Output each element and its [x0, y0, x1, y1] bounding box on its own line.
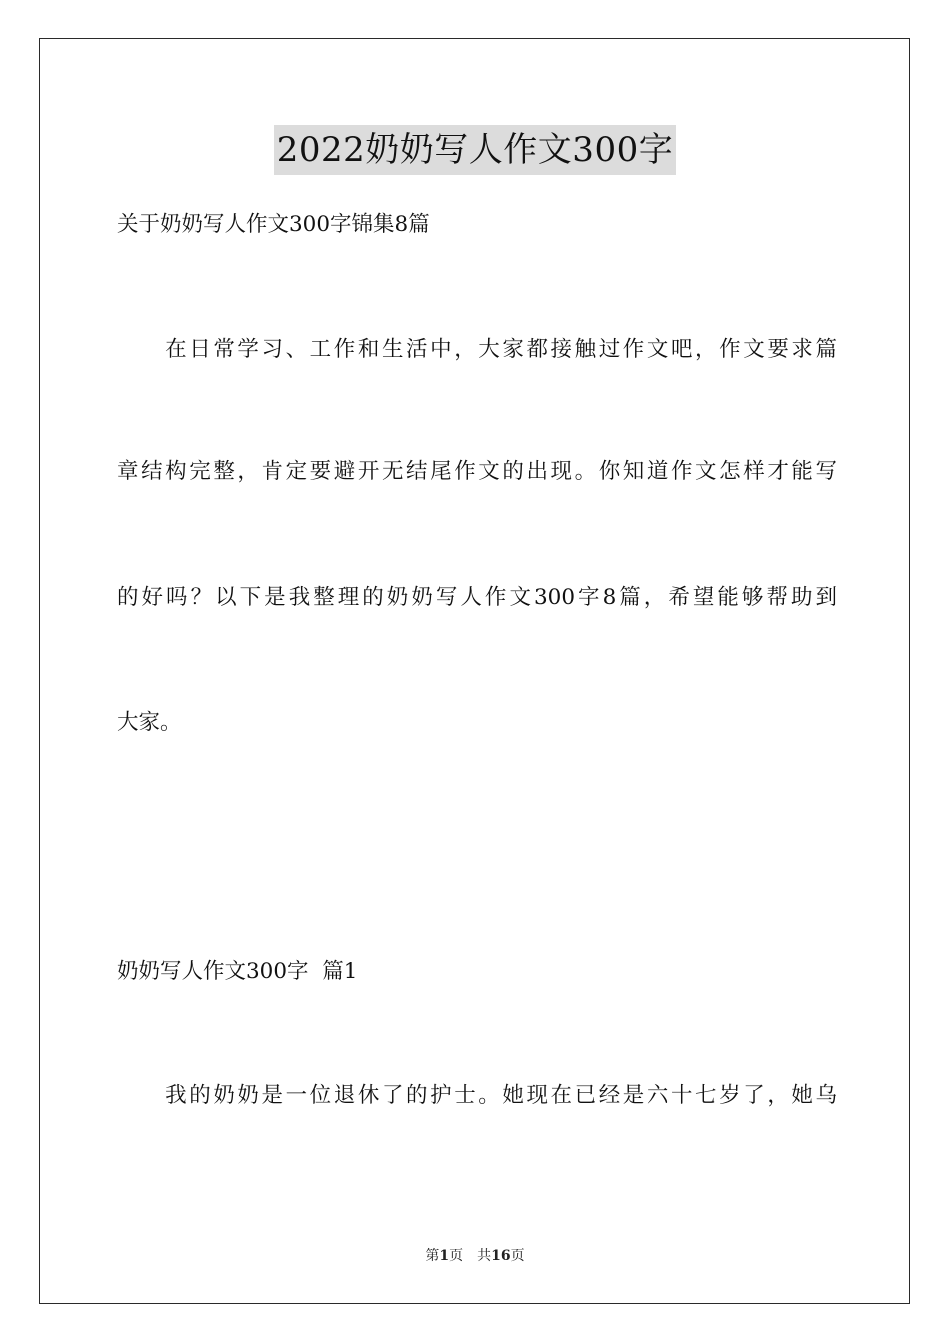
- intro-line-3: 的好吗？以下是我整理的奶奶写人作文300字8篇，希望能够帮助到: [117, 585, 837, 610]
- footer-page-number: 1: [439, 1248, 450, 1264]
- footer-total-prefix: 共: [477, 1248, 492, 1264]
- document-title-block: [0, 125, 950, 181]
- page-footer: [0, 1246, 950, 1266]
- footer-page-prefix: 第: [425, 1248, 440, 1264]
- footer-total-pages: 16: [491, 1248, 511, 1264]
- document-subtitle: 关于奶奶写人作文300字锦集8篇: [117, 212, 430, 237]
- footer-total-suffix: 页: [510, 1248, 525, 1264]
- intro-line-1: 在日常学习、工作和生活中，大家都接触过作文吧，作文要求篇: [117, 337, 837, 362]
- intro-line-2: 章结构完整，肯定要避开无结尾作文的出现。你知道作文怎样才能写: [117, 459, 837, 484]
- section-heading: 奶奶写人作文300字 篇1: [117, 959, 358, 984]
- footer-page-suffix: 页: [449, 1248, 464, 1264]
- document-title: 2022奶奶写人作文300字: [274, 125, 676, 175]
- body-line-1: 我的奶奶是一位退休了的护士。她现在已经是六十七岁了，她乌: [117, 1083, 837, 1108]
- intro-line-4: 大家。: [117, 710, 182, 735]
